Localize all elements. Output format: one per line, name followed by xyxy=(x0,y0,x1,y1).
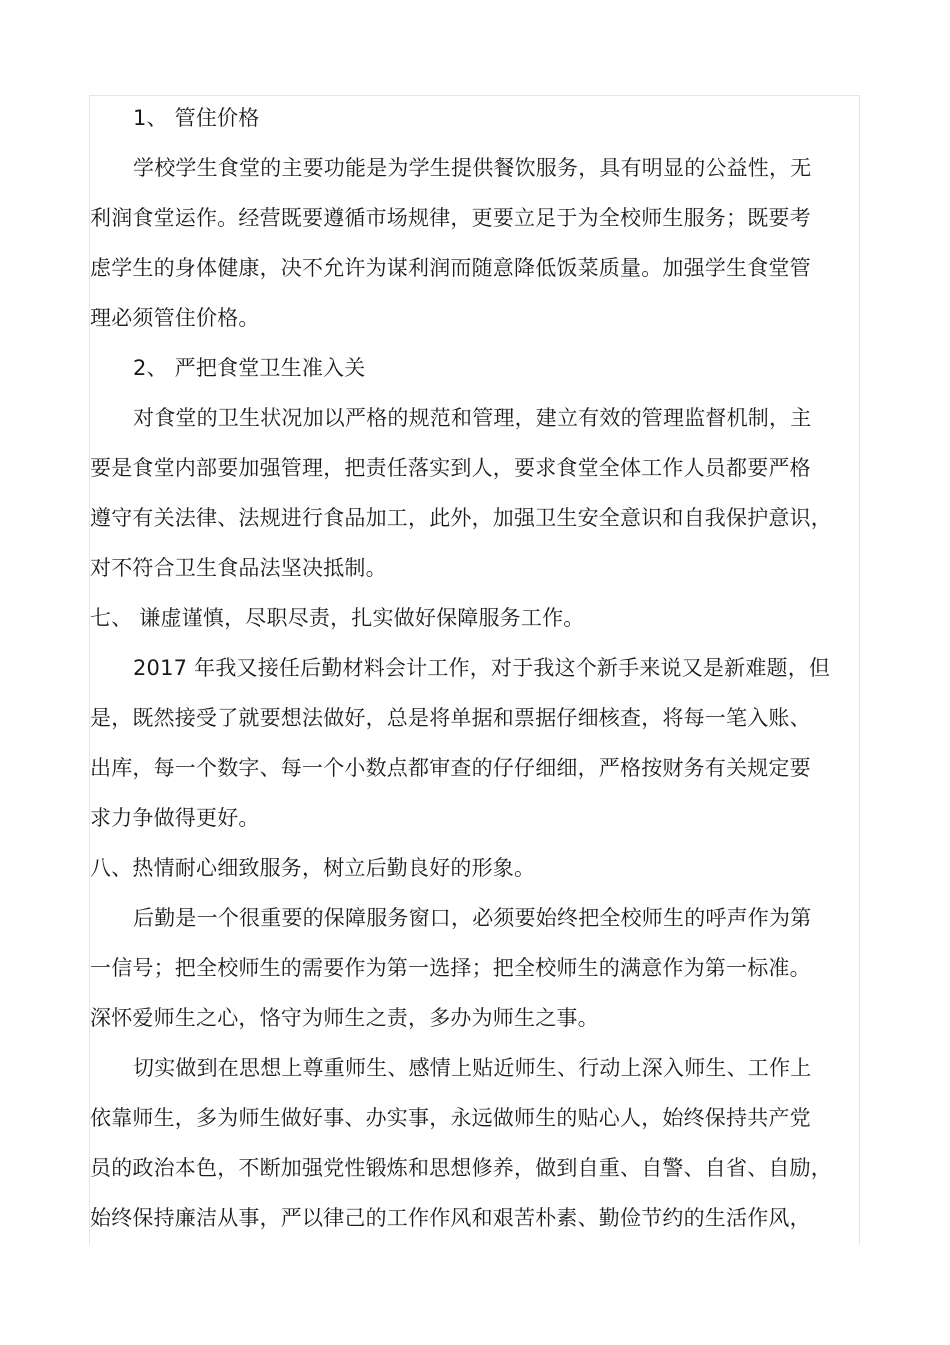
paragraph-line: 是，既然接受了就要想法做好，总是将单据和票据仔细核查，将每一笔入账、 xyxy=(90,706,811,730)
paragraph-line: 遵守有关法律、法规进行食品加工，此外，加强卫生安全意识和自我保护意识， xyxy=(90,506,832,530)
paragraph-line: 始终保持廉洁从事，严以律己的工作作风和艰苦朴素、勤俭节约的生活作风， xyxy=(90,1206,811,1230)
paragraph-line: 2017 年我又接任后勤材料会计工作，对于我这个新手来说又是新难题，但 xyxy=(133,656,831,680)
paragraph-line: 依靠师生，多为师生做好事、办实事，永远做师生的贴心人，始终保持共产党 xyxy=(90,1106,811,1130)
paragraph-line: 虑学生的身体健康，决不允许为谋利润而随意降低饭菜质量。加强学生食堂管 xyxy=(90,256,811,280)
paragraph-line: 后勤是一个很重要的保障服务窗口，必须要始终把全校师生的呼声作为第 xyxy=(133,906,812,930)
section-heading-7: 七、 谦虚谨慎，尽职尽责，扎实做好保障服务工作。 xyxy=(90,606,585,630)
paragraph-line: 切实做到在思想上尊重师生、感情上贴近师生、行动上深入师生、工作上 xyxy=(133,1056,812,1080)
paragraph-line: 理必须管住价格。 xyxy=(90,306,260,330)
paragraph-line: 学校学生食堂的主要功能是为学生提供餐饮服务，具有明显的公益性，无 xyxy=(133,156,812,180)
heading-2: 2、 严把食堂卫生准入关 xyxy=(133,356,366,380)
paragraph-line: 利润食堂运作。经营既要遵循市场规律，更要立足于为全校师生服务；既要考 xyxy=(90,206,811,230)
heading-1: 1、 管住价格 xyxy=(133,106,260,130)
paragraph-line: 要是食堂内部要加强管理，把责任落实到人，要求食堂全体工作人员都要严格 xyxy=(90,456,811,480)
paragraph-line: 一信号；把全校师生的需要作为第一选择；把全校师生的满意作为第一标准。 xyxy=(90,956,811,980)
paragraph-line: 出库，每一个数字、每一个小数点都审查的仔仔细细，严格按财务有关规定要 xyxy=(90,756,811,780)
paragraph-line: 深怀爱师生之心，恪守为师生之责，多办为师生之事。 xyxy=(90,1006,599,1030)
paragraph-line: 员的政治本色，不断加强党性锻炼和思想修养，做到自重、自警、自省、自励， xyxy=(90,1156,832,1180)
paragraph-line: 对食堂的卫生状况加以严格的规范和管理，建立有效的管理监督机制，主 xyxy=(133,406,812,430)
section-heading-8: 八、热情耐心细致服务，树立后勤良好的形象。 xyxy=(90,856,536,880)
paragraph-line: 对不符合卫生食品法坚决抵制。 xyxy=(90,556,387,580)
paragraph-line: 求力争做得更好。 xyxy=(90,806,260,830)
